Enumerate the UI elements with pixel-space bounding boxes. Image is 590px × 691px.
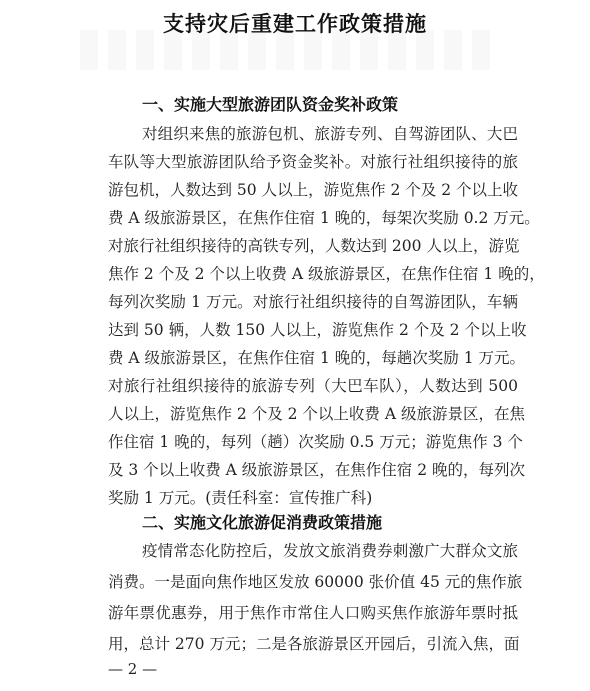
paragraph-line: 达到 50 辆，人数 150 人以上，游览焦作 2 个及 2 个以上收 xyxy=(108,321,527,339)
paragraph-line: 游年票优惠券，用于焦作市常住人口购买焦作旅游年票时抵 xyxy=(108,604,518,622)
paragraph-line: 疫情常态化防控后，发放文旅消费券刺激广大群众文旅 xyxy=(142,542,518,560)
paragraph-line: 作住宿 1 晚的，每列（趟）次奖励 0.5 万元；游览焦作 3 个 xyxy=(108,433,523,451)
paragraph-line: 费 A 级旅游景区，在焦作住宿 1 晚的，每趟次奖励 1 万元。 xyxy=(108,349,525,367)
paragraph-line: 对旅行社组织接待的高铁专列，人数达到 200 人以上，游览 xyxy=(108,237,520,255)
paragraph-line: 费 A 级旅游景区，在焦作住宿 1 晚的，每架次奖励 0.2 万元。 xyxy=(108,209,540,227)
paragraph-line: 每列次奖励 1 万元。对旅行社组织接待的自驾游团队，车辆 xyxy=(108,293,518,311)
paragraph-line: 对组织来焦的旅游包机、旅游专列、自驾游团队、大巴 xyxy=(142,125,518,143)
paragraph-line: 用，总计 270 万元；二是各旅游景区开园后，引流入焦，面 xyxy=(108,635,520,653)
paragraph-line: 焦作 2 个及 2 个以上收费 A 级旅游景区，在焦作住宿 1 晚的， xyxy=(108,265,545,283)
section-2-heading: 二、实施文化旅游促消费政策措施 xyxy=(142,513,383,532)
paragraph-line: 及 3 个以上收费 A 级旅游景区，在焦作住宿 2 晚的，每列次 xyxy=(108,461,525,479)
paragraph-line: 消费。一是面向焦作地区发放 60000 张价值 45 元的焦作旅 xyxy=(108,573,523,591)
page-number: — 2 — xyxy=(108,660,158,678)
paragraph-line: 人以上，游览焦作 2 个及 2 个以上收费 A 级旅游景区，在焦 xyxy=(108,405,525,423)
document-title: 支持灾后重建工作政策措施 xyxy=(163,11,427,36)
paragraph-line: 游包机，人数达到 50 人以上，游览焦作 2 个及 2 个以上收 xyxy=(108,181,519,199)
paragraph-line: 奖励 1 万元。(责任科室：宣传推广科) xyxy=(108,489,373,507)
paragraph-line: 对旅行社组织接待的旅游专列（大巴车队），人数达到 500 xyxy=(108,377,518,395)
paragraph-line: 车队等大型旅游团队给予资金奖补。对旅行社组织接待的旅 xyxy=(108,153,518,171)
section-1-heading: 一、实施大型旅游团队资金奖补政策 xyxy=(142,95,399,114)
